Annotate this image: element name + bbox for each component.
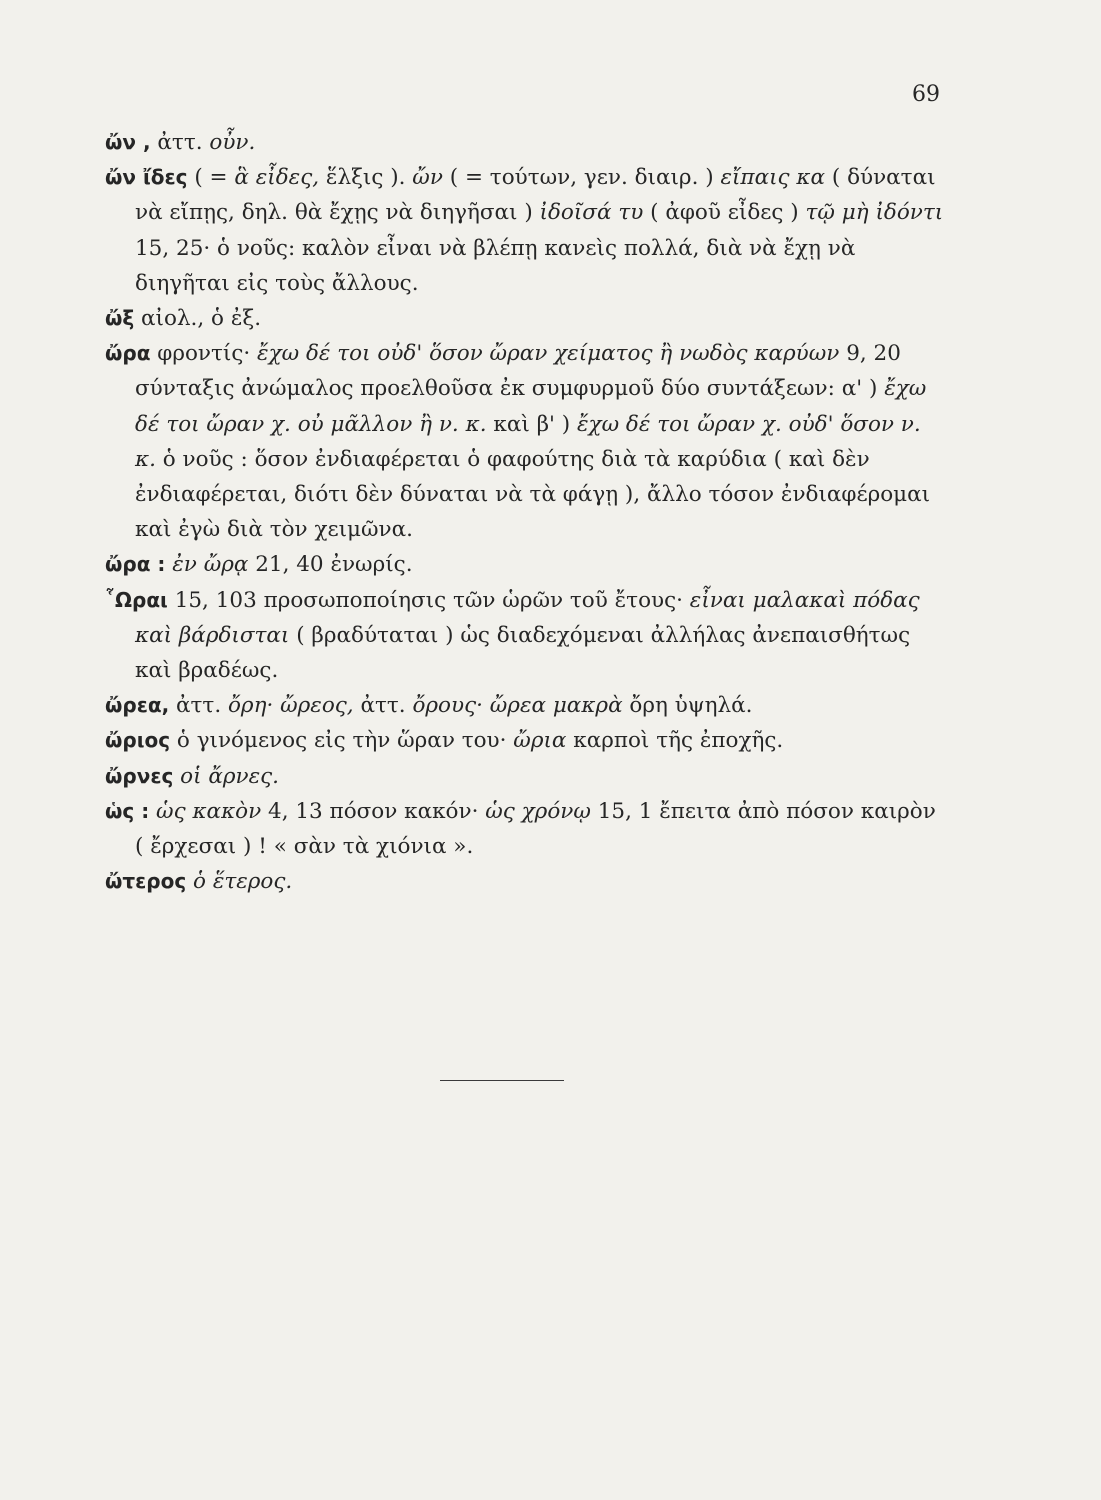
entry-quote: ὁ ἕτερος. xyxy=(193,869,293,895)
entry-headword: ὤρεα, xyxy=(105,693,170,718)
entry-quote: ὤν xyxy=(412,165,443,191)
entry-text: 15, 1 ἔπειτα ἀπὸ πόσον καιρὸν ( ἔρχεσαι ) ! « σὰν τὰ χιόνια ». xyxy=(135,798,936,860)
entry-text: ὁ γινόμενος εἰς τὴν ὥραν του· xyxy=(170,728,514,754)
entry-quote: οἱ ἄρνες. xyxy=(180,763,280,789)
entry-headword: ὤν , xyxy=(105,130,151,154)
entry-text: 21, 40 ἐνωρίς. xyxy=(248,552,413,578)
entry-headword: ὤτερος xyxy=(105,869,187,894)
entry-quote: ὡς κακὸν xyxy=(156,798,262,824)
entry-quote: οὖν. xyxy=(209,130,256,155)
glossary-entry xyxy=(105,547,945,582)
entry-text: ( δύναται νὰ εἴπῃς, δηλ. θὰ ἔχῃς νὰ διηγῆσαι ) xyxy=(135,165,936,226)
entry-quote: ἃ εἶδες, xyxy=(234,165,320,191)
entry-text: 15, 25· ὁ νοῦς: καλὸν εἶναι νὰ βλέπῃ κανεὶς πολλά, διὰ νὰ ἔχῃ νὰ διηγῆται εἰς τοὺς ἄλλους. xyxy=(135,235,856,296)
glossary-entry xyxy=(105,125,945,160)
entry-text: ( βραδύταται ) ὡς διαδεχόμεναι ἀλλήλας ἀνεπαισθήτως καὶ βραδέως. xyxy=(135,622,911,684)
glossary-entry xyxy=(105,794,945,864)
entry-text: ὁ νοῦς : ὅσον ἐνδιαφέρεται ὁ φαφούτης διὰ τὰ καρύδια ( καὶ δὲν ἐνδιαφέρεται, διότι δὲν δύναται νὰ τὰ φάγῃ ), ἄλλο τόσον ἐνδιαφέρομαι καὶ ἐγὼ διὰ τὸν χειμῶνα. xyxy=(135,446,931,543)
glossary-entry xyxy=(105,160,945,301)
entry-quote: ὄρους· ὤρεα μακρὰ xyxy=(412,693,623,719)
entry-headword: ὤριος xyxy=(105,728,171,753)
entry-quote: τῷ μὴ ἰδόντι xyxy=(805,200,944,226)
entry-quote: ἐν ὤρᾳ xyxy=(172,552,249,578)
entry-quote: ἔχω δέ τοι ὤραν χ. οὐδ' ὅσον ν. κ. xyxy=(135,411,921,472)
closing-rule xyxy=(440,1080,564,1081)
entry-quote: ἔχω δέ τοι ὤραν χ. οὐ μᾶλλον ἢ ν. κ. xyxy=(135,376,927,437)
glossary-entry xyxy=(105,759,945,794)
glossary-entries xyxy=(105,125,945,899)
glossary-entry xyxy=(105,864,945,899)
entry-headword: ὤρα xyxy=(105,341,151,366)
entry-headword: ὤξ xyxy=(105,306,135,331)
glossary-entry xyxy=(105,301,945,336)
entry-text: φροντίς· xyxy=(150,341,258,367)
glossary-entry xyxy=(105,583,945,689)
entry-quote: εἴπαις κα xyxy=(720,165,826,191)
entry-text: 15, 103 προσωποποίησις τῶν ὡρῶν τοῦ ἔτους· xyxy=(167,587,690,613)
glossary-entry xyxy=(105,723,945,758)
entry-text: ἕλξις ). xyxy=(319,165,413,191)
entry-text: ὄρη ὑψηλά. xyxy=(622,693,753,719)
entry-quote: ἔχω δέ τοι οὐδ' ὅσον ὤραν χείματος ἢ νωδὸς καρύων xyxy=(257,341,840,367)
entry-quote: ὤρια xyxy=(513,728,567,754)
entry-text: αἰολ., ὁ ἐξ. xyxy=(134,306,262,332)
glossary-entry xyxy=(105,688,945,723)
entry-text: ἀττ. xyxy=(169,693,228,719)
entry-text: ( = τούτων, γεν. διαιρ. ) xyxy=(442,165,721,191)
glossary-entry xyxy=(105,336,945,547)
entry-text: ἀττ. xyxy=(150,130,210,155)
entry-headword: ὤρνες xyxy=(105,763,174,788)
entry-text: ( ἀφοῦ εἶδες ) xyxy=(643,200,806,226)
entry-headword: ὡς : xyxy=(105,798,150,823)
entry-text: 9, 20 σύνταξις ἀνώμαλος προελθοῦσα ἐκ συμφυρμοῦ δύο συντάξεων: α' ) xyxy=(135,341,901,402)
entry-text: καὶ β' ) xyxy=(486,411,577,437)
entry-headword: ὤν ἴδες xyxy=(105,165,188,190)
page-number: 69 xyxy=(912,82,940,107)
entry-text: καρποὶ τῆς ἐποχῆς. xyxy=(566,728,784,754)
entry-quote: εἶναι μαλακαὶ πόδας καὶ βάρδισται xyxy=(135,587,920,648)
entry-text: 4, 13 πόσον κακόν· xyxy=(261,798,486,824)
entry-quote: ὡς χρόνῳ xyxy=(485,798,591,824)
entry-headword: ῟Ωραι xyxy=(105,587,168,612)
entry-quote: ἰδοῖσά τυ xyxy=(539,200,644,226)
entry-text: ( = xyxy=(187,165,235,191)
entry-headword: ὤρα : xyxy=(105,552,166,577)
entry-text: ἀττ. xyxy=(353,693,413,719)
entry-quote: ὄρη· ὤρεος, xyxy=(227,693,354,719)
